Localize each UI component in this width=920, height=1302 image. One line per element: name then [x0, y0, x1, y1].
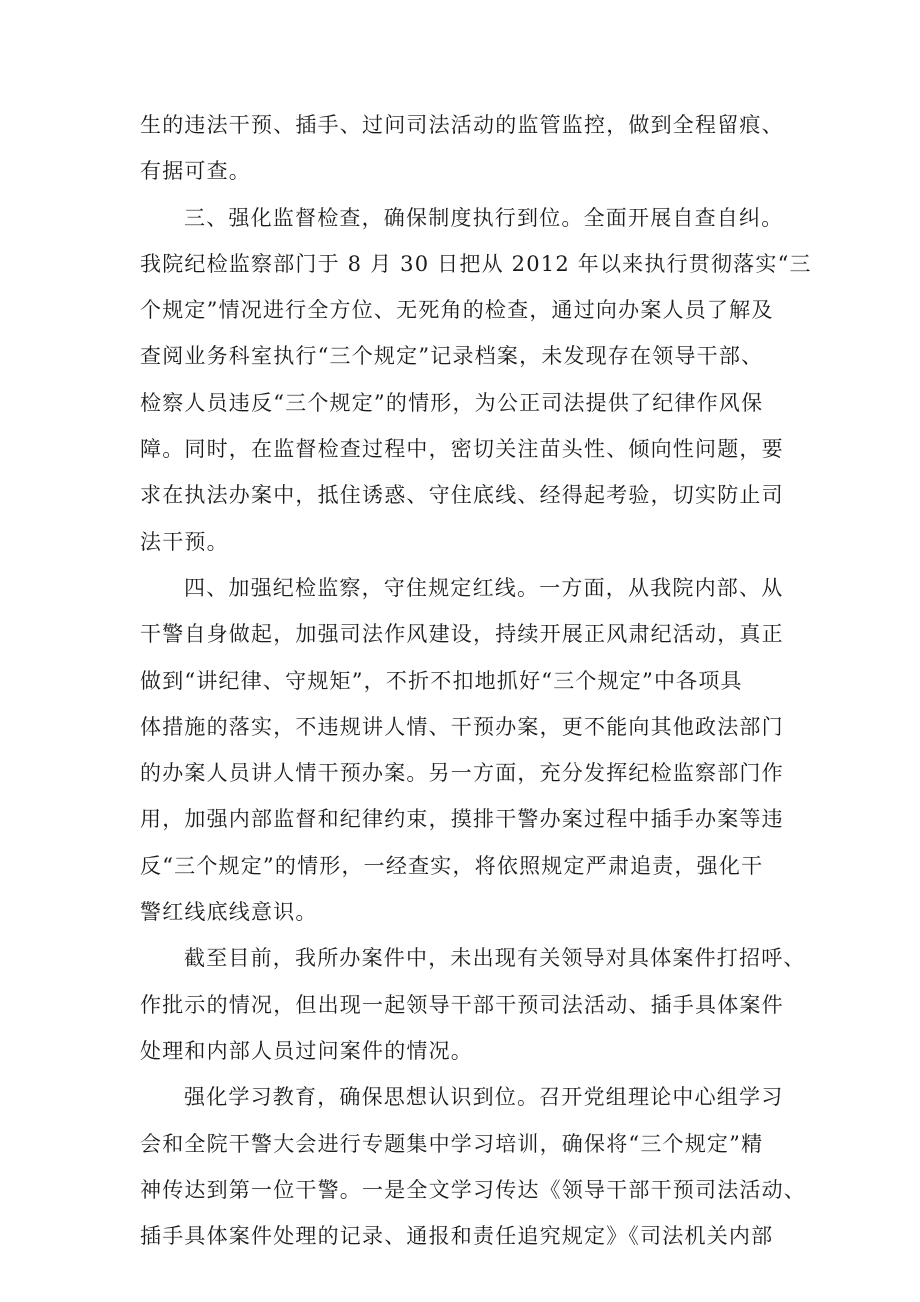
text-line: 截至目前，我所办案件中，未出现有关领导对具体案件打招呼、	[184, 946, 806, 971]
text-line: 有据可查。	[140, 159, 251, 184]
text-line: 强化学习教育，确保思想认识到位。召开党组理论中心组学习	[184, 1085, 784, 1110]
text-line: 法干预。	[140, 529, 229, 554]
text-line: 反“三个规定”的情形，一经查实，将依照规定严肃追责，强化干	[140, 853, 764, 878]
text-line: 三、强化监督检查，确保制度执行到位。全面开展自查自纠。	[184, 205, 784, 230]
text-line: 干警自身做起，加强司法作风建设，持续开展正风肃纪活动，真正	[140, 622, 784, 647]
text-line: 我院纪检监察部门于 8 月 30 日把从 2012 年以来执行贯彻落实“三	[140, 251, 812, 276]
text-line: 障。同时，在监督检查过程中，密切关注苗头性、倾向性问题，要	[140, 437, 784, 462]
text-line: 用，加强内部监督和纪律约束，摸排干警办案过程中插手办案等违	[140, 807, 784, 832]
text-line: 体措施的落实，不违规讲人情、干预办案，更不能向其他政法部门	[140, 714, 784, 739]
text-line: 警红线底线意识。	[140, 900, 318, 925]
text-line: 插手具体案件处理的记录、通报和责任追究规定》《司法机关内部	[140, 1224, 774, 1249]
text-line: 四、加强纪检监察，守住规定红线。一方面，从我院内部、从	[184, 575, 784, 600]
text-line: 查阅业务科室执行“三个规定”记录档案，未发现存在领导干部、	[140, 344, 764, 369]
text-line: 作批示的情况，但出现一起领导干部干预司法活动、插手具体案件	[140, 992, 784, 1017]
text-line: 生的违法干预、插手、过问司法活动的监管监控，做到全程留痕、	[140, 113, 784, 137]
text-line: 检察人员违反“三个规定”的情形，为公正司法提供了纪律作风保	[140, 390, 764, 415]
text-line: 处理和内部人员过问案件的情况。	[140, 1038, 473, 1063]
document-body	[140, 102, 812, 1259]
text-line: 神传达到第一位干警。一是全文学习传达《领导干部干预司法活动、	[140, 1177, 806, 1202]
text-line: 做到“讲纪律、守规矩”，不折不扣地抓好“三个规定”中各项具	[140, 668, 743, 693]
text-line: 个规定”情况进行全方位、无死角的检查，通过向办案人员了解及	[140, 298, 774, 323]
text-line: 求在执法办案中，抵住诱惑、守住底线、经得起考验，切实防止司	[140, 483, 784, 508]
text-line: 会和全院干警大会进行专题集中学习培训，确保将“三个规定”精	[140, 1131, 764, 1156]
text-line: 的办案人员讲人情干预办案。另一方面，充分发挥纪检监察部门作	[140, 761, 784, 786]
